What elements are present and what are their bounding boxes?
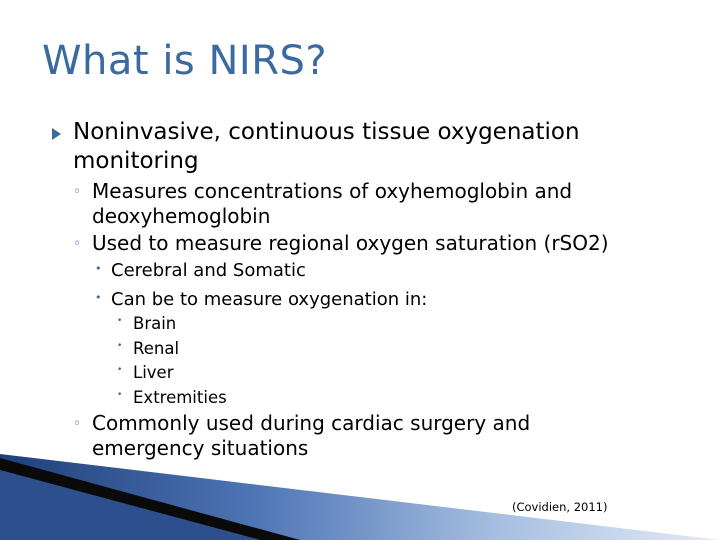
triangle-bullet-icon xyxy=(52,125,61,144)
bullet-line: Brain xyxy=(133,314,177,333)
bullet-line: Liver xyxy=(133,363,174,382)
bullet-line: Renal xyxy=(133,339,180,358)
dot-bullet-icon: • xyxy=(117,316,123,326)
dot-bullet-icon: • xyxy=(117,341,123,351)
decorative-swoosh xyxy=(0,440,720,540)
bullet-line: deoxyhemoglobin xyxy=(92,204,271,228)
bullet-line: emergency situations xyxy=(92,436,309,460)
bullet-line: monitoring xyxy=(73,148,199,174)
slide-title: What is NIRS? xyxy=(42,38,328,84)
bullet-line: Used to measure regional oxygen saturation (rSO2) xyxy=(92,231,609,255)
bullet-line: Cerebral and Somatic xyxy=(111,260,306,281)
dot-bullet-icon: • xyxy=(117,365,123,375)
bullet-line: Can be to measure oxygenation in: xyxy=(111,289,428,310)
bullet-line: Noninvasive, continuous tissue oxygenation xyxy=(73,119,580,145)
dot-bullet-icon: • xyxy=(95,262,102,275)
bullet-line: Extremities xyxy=(133,388,227,407)
dot-bullet-icon: • xyxy=(95,291,102,304)
bullet-line: Commonly used during cardiac surgery and xyxy=(92,411,531,435)
circle-bullet-icon: ◦ xyxy=(73,236,82,252)
circle-bullet-icon: ◦ xyxy=(73,184,82,200)
bullet-line: Measures concentrations of oxyhemoglobin and xyxy=(92,179,573,203)
circle-bullet-icon: ◦ xyxy=(73,416,82,432)
dot-bullet-icon: • xyxy=(117,390,123,400)
citation: (Covidien, 2011) xyxy=(512,500,608,514)
